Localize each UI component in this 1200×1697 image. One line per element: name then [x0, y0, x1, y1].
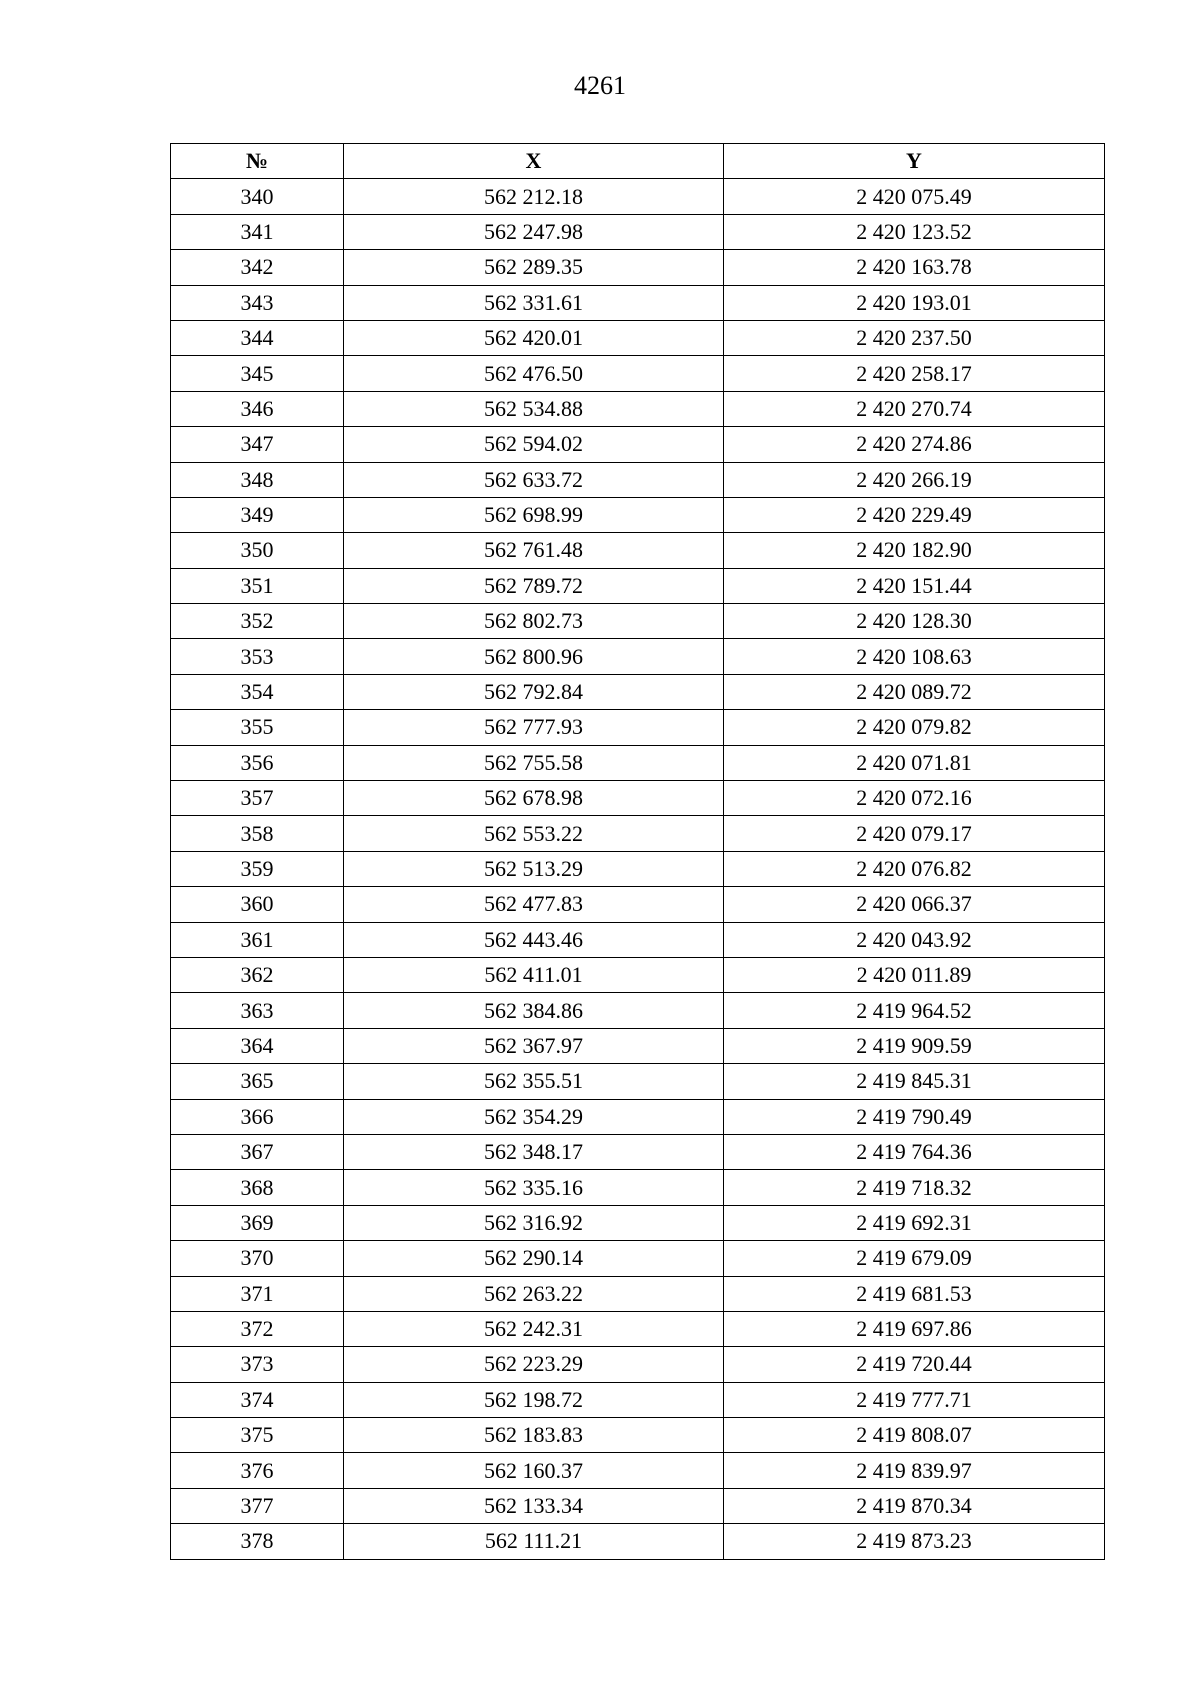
- point-number-cell: 346: [171, 391, 344, 426]
- table-row: [171, 391, 1105, 426]
- point-number-cell: 378: [171, 1524, 344, 1559]
- table-header: [171, 144, 1105, 179]
- point-number-cell: 362: [171, 957, 344, 992]
- table-row: [171, 851, 1105, 886]
- y-coordinate-cell: 2 420 182.90: [724, 533, 1105, 568]
- point-number-cell: 351: [171, 568, 344, 603]
- point-number-cell: 374: [171, 1382, 344, 1417]
- point-number-cell: 357: [171, 781, 344, 816]
- y-coordinate-cell: 2 420 066.37: [724, 887, 1105, 922]
- point-number-cell: 350: [171, 533, 344, 568]
- table-body: [171, 179, 1105, 1559]
- table-row: [171, 497, 1105, 532]
- table-row: [171, 674, 1105, 709]
- y-coordinate-cell: 2 419 679.09: [724, 1241, 1105, 1276]
- table-row: [171, 922, 1105, 957]
- x-coordinate-cell: 562 698.99: [344, 497, 724, 532]
- x-coordinate-cell: 562 316.92: [344, 1205, 724, 1240]
- x-coordinate-cell: 562 263.22: [344, 1276, 724, 1311]
- x-coordinate-cell: 562 443.46: [344, 922, 724, 957]
- y-coordinate-cell: 2 420 229.49: [724, 497, 1105, 532]
- point-number-cell: 366: [171, 1099, 344, 1134]
- x-coordinate-cell: 562 678.98: [344, 781, 724, 816]
- table-row: [171, 1276, 1105, 1311]
- table-row: [171, 568, 1105, 603]
- y-coordinate-cell: 2 420 075.49: [724, 179, 1105, 214]
- point-number-cell: 356: [171, 745, 344, 780]
- x-coordinate-cell: 562 133.34: [344, 1488, 724, 1523]
- y-coordinate-cell: 2 419 909.59: [724, 1028, 1105, 1063]
- point-number-cell: 369: [171, 1205, 344, 1240]
- y-coordinate-cell: 2 419 718.32: [724, 1170, 1105, 1205]
- point-number-cell: 373: [171, 1347, 344, 1382]
- x-coordinate-cell: 562 553.22: [344, 816, 724, 851]
- page-number: 4261: [574, 71, 626, 100]
- x-coordinate-cell: 562 242.31: [344, 1311, 724, 1346]
- y-coordinate-cell: 2 419 808.07: [724, 1418, 1105, 1453]
- table-row: [171, 356, 1105, 391]
- x-coordinate-cell: 562 223.29: [344, 1347, 724, 1382]
- y-coordinate-cell: 2 420 163.78: [724, 250, 1105, 285]
- table-row: [171, 1488, 1105, 1523]
- point-number-cell: 376: [171, 1453, 344, 1488]
- y-coordinate-cell: 2 419 764.36: [724, 1134, 1105, 1169]
- y-coordinate-cell: 2 420 089.72: [724, 674, 1105, 709]
- table-row: [171, 1028, 1105, 1063]
- table-row: [171, 781, 1105, 816]
- x-coordinate-cell: 562 513.29: [344, 851, 724, 886]
- point-number-cell: 348: [171, 462, 344, 497]
- table-row: [171, 1205, 1105, 1240]
- x-coordinate-cell: 562 289.35: [344, 250, 724, 285]
- y-coordinate-cell: 2 420 128.30: [724, 604, 1105, 639]
- table-row: [171, 887, 1105, 922]
- header-number: №: [171, 144, 344, 179]
- x-coordinate-cell: 562 367.97: [344, 1028, 724, 1063]
- y-coordinate-cell: 2 420 011.89: [724, 957, 1105, 992]
- y-coordinate-cell: 2 420 079.82: [724, 710, 1105, 745]
- x-coordinate-cell: 562 594.02: [344, 427, 724, 462]
- y-coordinate-cell: 2 420 266.19: [724, 462, 1105, 497]
- point-number-cell: 349: [171, 497, 344, 532]
- y-coordinate-cell: 2 419 790.49: [724, 1099, 1105, 1134]
- x-coordinate-cell: 562 198.72: [344, 1382, 724, 1417]
- table-row: [171, 462, 1105, 497]
- table-row: [171, 320, 1105, 355]
- point-number-cell: 371: [171, 1276, 344, 1311]
- table-row: [171, 1311, 1105, 1346]
- table-row: [171, 285, 1105, 320]
- y-coordinate-cell: 2 419 681.53: [724, 1276, 1105, 1311]
- table-row: [171, 1453, 1105, 1488]
- y-coordinate-cell: 2 419 720.44: [724, 1347, 1105, 1382]
- x-coordinate-cell: 562 331.61: [344, 285, 724, 320]
- y-coordinate-cell: 2 420 072.16: [724, 781, 1105, 816]
- header-row: [171, 144, 1105, 179]
- table-row: [171, 993, 1105, 1028]
- table-row: [171, 1524, 1105, 1559]
- y-coordinate-cell: 2 419 777.71: [724, 1382, 1105, 1417]
- x-coordinate-cell: 562 633.72: [344, 462, 724, 497]
- x-coordinate-cell: 562 335.16: [344, 1170, 724, 1205]
- point-number-cell: 354: [171, 674, 344, 709]
- point-number-cell: 377: [171, 1488, 344, 1523]
- point-number-cell: 364: [171, 1028, 344, 1063]
- y-coordinate-cell: 2 420 071.81: [724, 745, 1105, 780]
- y-coordinate-cell: 2 420 270.74: [724, 391, 1105, 426]
- point-number-cell: 370: [171, 1241, 344, 1276]
- point-number-cell: 372: [171, 1311, 344, 1346]
- point-number-cell: 340: [171, 179, 344, 214]
- point-number-cell: 358: [171, 816, 344, 851]
- point-number-cell: 359: [171, 851, 344, 886]
- table-row: [171, 533, 1105, 568]
- x-coordinate-cell: 562 777.93: [344, 710, 724, 745]
- y-coordinate-cell: 2 419 964.52: [724, 993, 1105, 1028]
- table-row: [171, 1347, 1105, 1382]
- x-coordinate-cell: 562 290.14: [344, 1241, 724, 1276]
- y-coordinate-cell: 2 419 839.97: [724, 1453, 1105, 1488]
- table-row: [171, 957, 1105, 992]
- x-coordinate-cell: 562 420.01: [344, 320, 724, 355]
- table-row: [171, 1418, 1105, 1453]
- y-coordinate-cell: 2 420 258.17: [724, 356, 1105, 391]
- table-row: [171, 1099, 1105, 1134]
- y-coordinate-cell: 2 420 237.50: [724, 320, 1105, 355]
- y-coordinate-cell: 2 419 697.86: [724, 1311, 1105, 1346]
- point-number-cell: 342: [171, 250, 344, 285]
- x-coordinate-cell: 562 354.29: [344, 1099, 724, 1134]
- table-row: [171, 604, 1105, 639]
- x-coordinate-cell: 562 247.98: [344, 214, 724, 249]
- point-number-cell: 341: [171, 214, 344, 249]
- x-coordinate-cell: 562 411.01: [344, 957, 724, 992]
- table-row: [171, 1134, 1105, 1169]
- x-coordinate-cell: 562 789.72: [344, 568, 724, 603]
- table-row: [171, 179, 1105, 214]
- coordinates-table: [170, 143, 1105, 1560]
- x-coordinate-cell: 562 755.58: [344, 745, 724, 780]
- point-number-cell: 352: [171, 604, 344, 639]
- table-row: [171, 250, 1105, 285]
- table-row: [171, 816, 1105, 851]
- x-coordinate-cell: 562 183.83: [344, 1418, 724, 1453]
- point-number-cell: 355: [171, 710, 344, 745]
- x-coordinate-cell: 562 792.84: [344, 674, 724, 709]
- table-row: [171, 745, 1105, 780]
- y-coordinate-cell: 2 419 870.34: [724, 1488, 1105, 1523]
- y-coordinate-cell: 2 420 123.52: [724, 214, 1105, 249]
- table-row: [171, 1064, 1105, 1099]
- x-coordinate-cell: 562 212.18: [344, 179, 724, 214]
- table-row: [171, 639, 1105, 674]
- point-number-cell: 345: [171, 356, 344, 391]
- table-row: [171, 1241, 1105, 1276]
- x-coordinate-cell: 562 800.96: [344, 639, 724, 674]
- y-coordinate-cell: 2 419 692.31: [724, 1205, 1105, 1240]
- point-number-cell: 363: [171, 993, 344, 1028]
- x-coordinate-cell: 562 160.37: [344, 1453, 724, 1488]
- x-coordinate-cell: 562 348.17: [344, 1134, 724, 1169]
- x-coordinate-cell: 562 761.48: [344, 533, 724, 568]
- point-number-cell: 367: [171, 1134, 344, 1169]
- x-coordinate-cell: 562 476.50: [344, 356, 724, 391]
- x-coordinate-cell: 562 477.83: [344, 887, 724, 922]
- point-number-cell: 347: [171, 427, 344, 462]
- table-row: [171, 427, 1105, 462]
- x-coordinate-cell: 562 384.86: [344, 993, 724, 1028]
- table-row: [171, 214, 1105, 249]
- y-coordinate-cell: 2 420 274.86: [724, 427, 1105, 462]
- point-number-cell: 360: [171, 887, 344, 922]
- y-coordinate-cell: 2 420 076.82: [724, 851, 1105, 886]
- table-row: [171, 1382, 1105, 1417]
- header-y: Y: [724, 144, 1105, 179]
- table-row: [171, 1170, 1105, 1205]
- point-number-cell: 365: [171, 1064, 344, 1099]
- y-coordinate-cell: 2 420 193.01: [724, 285, 1105, 320]
- point-number-cell: 375: [171, 1418, 344, 1453]
- header-x: X: [344, 144, 724, 179]
- point-number-cell: 343: [171, 285, 344, 320]
- point-number-cell: 361: [171, 922, 344, 957]
- x-coordinate-cell: 562 111.21: [344, 1524, 724, 1559]
- table-row: [171, 710, 1105, 745]
- point-number-cell: 344: [171, 320, 344, 355]
- point-number-cell: 353: [171, 639, 344, 674]
- y-coordinate-cell: 2 419 845.31: [724, 1064, 1105, 1099]
- point-number-cell: 368: [171, 1170, 344, 1205]
- y-coordinate-cell: 2 420 079.17: [724, 816, 1105, 851]
- x-coordinate-cell: 562 355.51: [344, 1064, 724, 1099]
- y-coordinate-cell: 2 420 151.44: [724, 568, 1105, 603]
- y-coordinate-cell: 2 420 043.92: [724, 922, 1105, 957]
- x-coordinate-cell: 562 802.73: [344, 604, 724, 639]
- x-coordinate-cell: 562 534.88: [344, 391, 724, 426]
- y-coordinate-cell: 2 420 108.63: [724, 639, 1105, 674]
- y-coordinate-cell: 2 419 873.23: [724, 1524, 1105, 1559]
